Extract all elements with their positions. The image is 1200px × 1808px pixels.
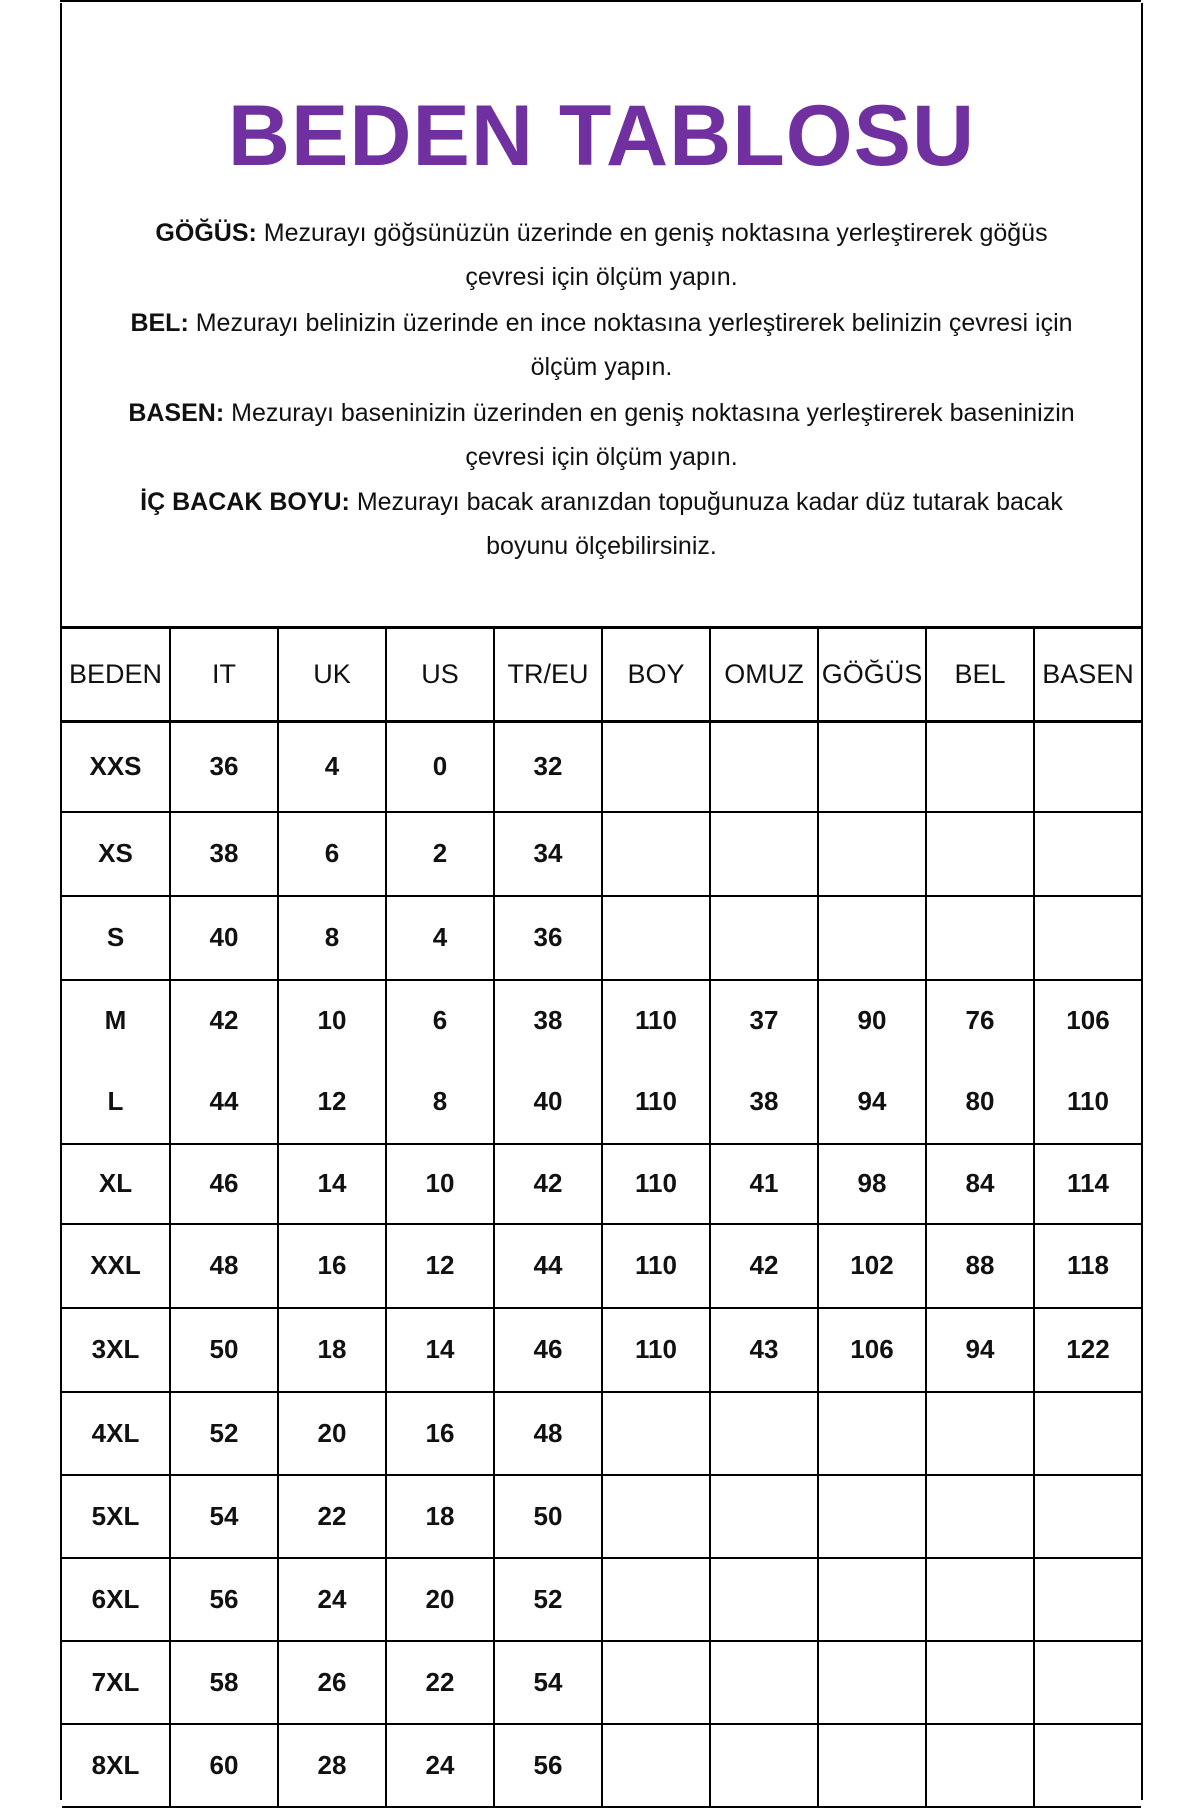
table-cell — [710, 1641, 818, 1724]
table-cell — [818, 1558, 926, 1641]
table-cell: 46 — [170, 1144, 278, 1224]
table-cell — [710, 812, 818, 896]
table-cell — [926, 812, 1034, 896]
table-cell: 60 — [170, 1724, 278, 1807]
table-cell: 18 — [278, 1308, 386, 1392]
table-cell: 52 — [170, 1392, 278, 1475]
table-cell — [926, 1475, 1034, 1558]
table-cell: 38 — [710, 1060, 818, 1144]
table-cell: 48 — [170, 1224, 278, 1308]
table-cell: 94 — [818, 1060, 926, 1144]
table-cell: 84 — [926, 1144, 1034, 1224]
table-row — [62, 1475, 1141, 1558]
table-header-row — [62, 628, 1141, 722]
table-cell: 114 — [1034, 1144, 1141, 1224]
table-cell — [818, 896, 926, 980]
table-row — [62, 896, 1141, 980]
table-cell — [926, 1724, 1034, 1807]
table-cell: 80 — [926, 1060, 1034, 1144]
table-cell: 34 — [494, 812, 602, 896]
instruction-text: Mezurayı baseninizin üzerinden en geniş noktasına yerleştirerek baseninizin — [224, 399, 1075, 427]
table-cell: 98 — [818, 1144, 926, 1224]
size-label-cell: L — [62, 1060, 170, 1144]
table-cell: 102 — [818, 1224, 926, 1308]
table-cell: 44 — [170, 1060, 278, 1144]
table-cell: 22 — [386, 1641, 494, 1724]
table-cell — [602, 812, 710, 896]
table-row — [62, 722, 1141, 812]
table-cell — [818, 1392, 926, 1475]
table-cell: 12 — [278, 1060, 386, 1144]
table-cell: 6 — [386, 980, 494, 1060]
table-cell: 94 — [926, 1308, 1034, 1392]
size-table — [62, 626, 1141, 1808]
table-cell: 18 — [386, 1475, 494, 1558]
table-cell: 40 — [494, 1060, 602, 1144]
column-header: BASEN — [1034, 628, 1141, 722]
table-cell: 16 — [386, 1392, 494, 1475]
column-header: US — [386, 628, 494, 722]
size-label-cell: XXS — [62, 722, 170, 812]
size-label-cell: XXL — [62, 1224, 170, 1308]
table-cell: 4 — [386, 896, 494, 980]
table-row — [62, 812, 1141, 896]
table-cell: 56 — [494, 1724, 602, 1807]
size-label-cell: XL — [62, 1144, 170, 1224]
table-cell — [818, 1641, 926, 1724]
size-label-cell: 4XL — [62, 1392, 170, 1475]
size-label-cell: XS — [62, 812, 170, 896]
table-cell: 26 — [278, 1641, 386, 1724]
table-cell: 118 — [1034, 1224, 1141, 1308]
table-cell: 46 — [494, 1308, 602, 1392]
table-cell: 106 — [818, 1308, 926, 1392]
table-cell — [1034, 1558, 1141, 1641]
table-cell: 54 — [494, 1641, 602, 1724]
table-cell: 36 — [170, 722, 278, 812]
table-cell — [1034, 896, 1141, 980]
table-cell: 40 — [170, 896, 278, 980]
table-row — [62, 1060, 1141, 1144]
table-row — [62, 1308, 1141, 1392]
table-cell: 24 — [278, 1558, 386, 1641]
table-cell: 38 — [494, 980, 602, 1060]
column-header: BEL — [926, 628, 1034, 722]
size-label-cell: S — [62, 896, 170, 980]
table-cell: 16 — [278, 1224, 386, 1308]
table-cell — [926, 1558, 1034, 1641]
instruction-text: ölçüm yapın. — [530, 353, 673, 381]
table-cell — [710, 722, 818, 812]
instruction-inseam — [62, 480, 1141, 568]
size-label-cell: 8XL — [62, 1724, 170, 1807]
table-cell — [818, 722, 926, 812]
table-cell: 38 — [170, 812, 278, 896]
table-cell — [710, 1724, 818, 1807]
table-cell: 50 — [170, 1308, 278, 1392]
table-cell — [1034, 1392, 1141, 1475]
size-label-cell: 6XL — [62, 1558, 170, 1641]
instruction-text: Mezurayı belinizin üzerinde en ince noktasına yerleştirerek belinizin çevresi için — [188, 309, 1073, 337]
table-row — [62, 1224, 1141, 1308]
size-label-cell: 3XL — [62, 1308, 170, 1392]
table-cell — [926, 722, 1034, 812]
table-cell: 10 — [278, 980, 386, 1060]
table-cell: 41 — [710, 1144, 818, 1224]
table-cell: 8 — [278, 896, 386, 980]
column-header: TR/EU — [494, 628, 602, 722]
table-cell — [602, 1475, 710, 1558]
table-cell — [926, 1641, 1034, 1724]
table-cell: 10 — [386, 1144, 494, 1224]
table-cell — [602, 1558, 710, 1641]
table-cell — [1034, 1724, 1141, 1807]
table-cell — [818, 1475, 926, 1558]
table-cell: 14 — [386, 1308, 494, 1392]
table-cell — [818, 812, 926, 896]
table-cell: 110 — [602, 1144, 710, 1224]
table-cell — [710, 1392, 818, 1475]
table-cell: 2 — [386, 812, 494, 896]
table-cell: 110 — [602, 1308, 710, 1392]
table-cell: 43 — [710, 1308, 818, 1392]
table-cell: 122 — [1034, 1308, 1141, 1392]
table-cell: 8 — [386, 1060, 494, 1144]
table-cell: 110 — [602, 1224, 710, 1308]
table-cell — [602, 722, 710, 812]
table-cell — [818, 1724, 926, 1807]
table-cell — [926, 1392, 1034, 1475]
instruction-waist — [62, 301, 1141, 389]
table-cell — [926, 896, 1034, 980]
instruction-text: boyunu ölçebilirsiniz. — [486, 532, 717, 560]
table-cell — [602, 896, 710, 980]
instruction-text: Mezurayı bacak aranızdan topuğunuza kadar düz tutarak bacak — [349, 488, 1063, 516]
table-cell — [1034, 812, 1141, 896]
table-cell: 0 — [386, 722, 494, 812]
table-cell: 20 — [278, 1392, 386, 1475]
instruction-label: BASEN: — [128, 399, 225, 427]
table-row — [62, 1144, 1141, 1224]
table-cell: 42 — [170, 980, 278, 1060]
table-cell: 50 — [494, 1475, 602, 1558]
table-cell: 20 — [386, 1558, 494, 1641]
table-row — [62, 980, 1141, 1060]
table-cell: 54 — [170, 1475, 278, 1558]
table-cell: 90 — [818, 980, 926, 1060]
size-label-cell: 5XL — [62, 1475, 170, 1558]
table-cell — [1034, 1475, 1141, 1558]
instruction-hip — [62, 391, 1141, 479]
table-cell: 110 — [602, 980, 710, 1060]
table-cell: 110 — [602, 1060, 710, 1144]
table-cell — [1034, 722, 1141, 812]
table-row — [62, 1558, 1141, 1641]
table-cell: 48 — [494, 1392, 602, 1475]
table-cell — [710, 896, 818, 980]
page-title: BEDEN TABLOSU — [227, 88, 976, 184]
table-cell — [602, 1392, 710, 1475]
size-label-cell: M — [62, 980, 170, 1060]
instruction-text: çevresi için ölçüm yapın. — [465, 263, 738, 291]
table-cell — [710, 1475, 818, 1558]
table-cell: 42 — [494, 1144, 602, 1224]
column-header: GÖĞÜS — [818, 628, 926, 722]
table-cell: 4 — [278, 722, 386, 812]
instruction-label: GÖĞÜS: — [155, 219, 257, 247]
table-cell: 6 — [278, 812, 386, 896]
column-header: UK — [278, 628, 386, 722]
table-cell: 24 — [386, 1724, 494, 1807]
table-cell: 32 — [494, 722, 602, 812]
table-cell: 37 — [710, 980, 818, 1060]
table-cell: 110 — [1034, 1060, 1141, 1144]
column-header: BEDEN — [62, 628, 170, 722]
column-header: IT — [170, 628, 278, 722]
column-header: BOY — [602, 628, 710, 722]
table-cell: 36 — [494, 896, 602, 980]
instruction-label: İÇ BACAK BOYU: — [140, 488, 350, 516]
table-cell — [602, 1641, 710, 1724]
instruction-chest — [62, 211, 1141, 299]
size-chart-header — [62, 3, 1141, 626]
table-cell — [1034, 1641, 1141, 1724]
table-cell: 56 — [170, 1558, 278, 1641]
size-chart-sheet — [60, 3, 1143, 1800]
table-row — [62, 1724, 1141, 1807]
table-cell: 14 — [278, 1144, 386, 1224]
instruction-text: Mezurayı göğsünüzün üzerinde en geniş noktasına yerleştirerek göğüs — [256, 219, 1048, 247]
table-cell: 106 — [1034, 980, 1141, 1060]
table-row — [62, 1392, 1141, 1475]
table-cell — [602, 1724, 710, 1807]
table-cell: 42 — [710, 1224, 818, 1308]
table-cell: 44 — [494, 1224, 602, 1308]
table-cell: 88 — [926, 1224, 1034, 1308]
table-cell: 28 — [278, 1724, 386, 1807]
table-cell: 52 — [494, 1558, 602, 1641]
table-cell: 58 — [170, 1641, 278, 1724]
table-cell: 76 — [926, 980, 1034, 1060]
instruction-text: çevresi için ölçüm yapın. — [465, 443, 738, 471]
size-label-cell: 7XL — [62, 1641, 170, 1724]
column-header: OMUZ — [710, 628, 818, 722]
table-cell: 12 — [386, 1224, 494, 1308]
table-cell: 22 — [278, 1475, 386, 1558]
table-row — [62, 1641, 1141, 1724]
instruction-label: BEL: — [130, 309, 189, 337]
table-cell — [710, 1558, 818, 1641]
